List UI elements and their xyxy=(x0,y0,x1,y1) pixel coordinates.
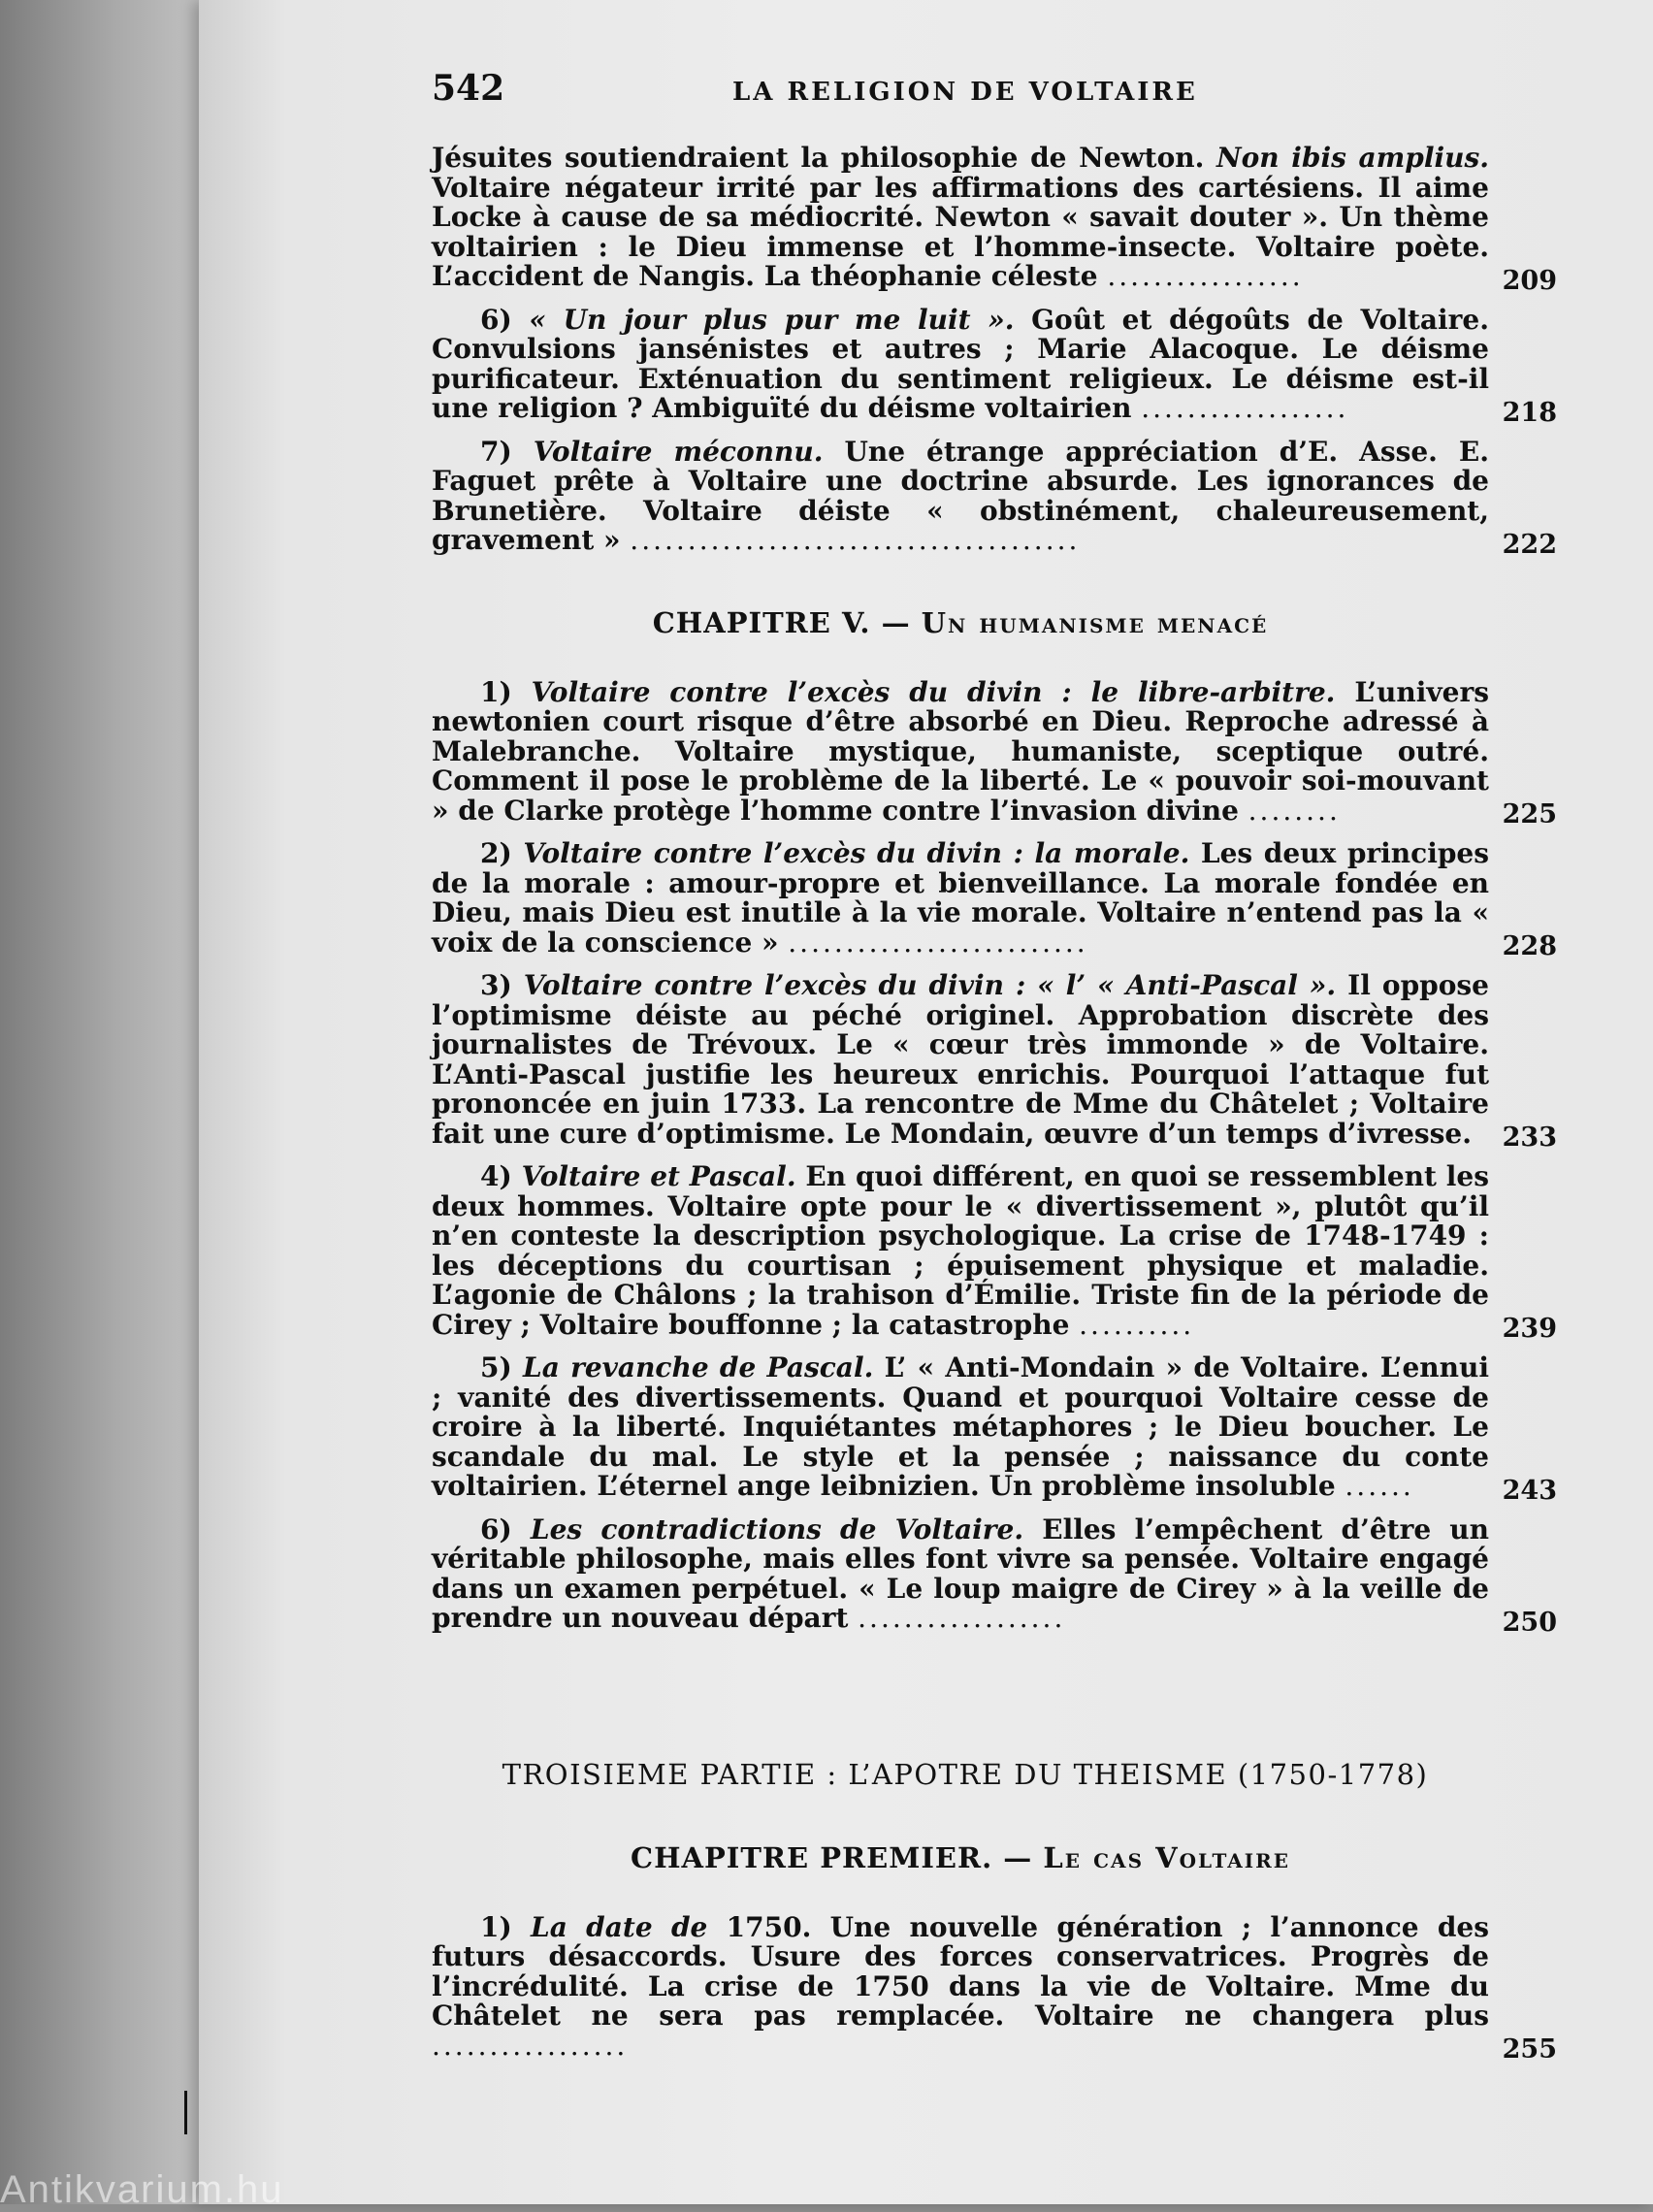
toc-entry xyxy=(432,1513,1557,1638)
entry-page-number: 225 xyxy=(1502,799,1557,830)
entry-page-number: 243 xyxy=(1502,1475,1557,1506)
toc-entry xyxy=(432,435,1557,560)
chapter-heading: CHAPITRE V. — Un humanisme menacé xyxy=(652,605,1269,639)
page-content xyxy=(432,68,1557,2074)
entry-text: 1) La date de 1750. Une nouvelle génération ; l’annonce des futurs désaccords. Usure des forces conservatrices. Progrès de l’incrédulité. La crise de 1750 dans la vie de Voltaire. Mme du Châtelet ne sera pas remplacée. Voltaire ne changera plus ................. xyxy=(432,1910,1490,2062)
entry-page-number: 233 xyxy=(1502,1122,1557,1153)
entry-text: Jésuites soutiendraient la philosophie de Newton. Non ibis amplius. Voltaire négateur irrité par les affirmations des cartésiens. Il aime Locke à cause de sa médiocrité. Newton « savait douter ». Un thème voltairien : le Dieu immense et l’homme-insecte. Voltaire poète. L’accident de Nangis. La théophanie céleste ................. xyxy=(432,142,1489,292)
entry-text: 1) Voltaire contre l’excès du divin : le libre-arbitre. L’univers newtonien court risque d’être absorbé en Dieu. Reproche adressé à Malebranche. Voltaire mystique, humaniste, sceptique outré. Comment il pose le problème de la liberté. Le « pouvoir soi-mouvant » de Clarke protège l’homme contre l’invasion divine ........ xyxy=(432,675,1489,827)
entry-text: 7) Voltaire méconnu. Une étrange appréciation d’E. Asse. E. Faguet prête à Voltaire une doctrine absurde. Les ignorances de Brunetière. Voltaire déiste « obstinément, chaleureusement, gravement » ....................................... xyxy=(432,435,1490,556)
entry-page-number: 255 xyxy=(1502,2034,1557,2065)
toc-entry xyxy=(432,1351,1557,1506)
entry-page-number: 209 xyxy=(1502,265,1557,296)
toc-entry xyxy=(432,1160,1557,1344)
toc-entry xyxy=(432,969,1557,1153)
background-surface xyxy=(0,0,209,2204)
running-head xyxy=(432,68,1557,126)
entry-text: 4) Voltaire et Pascal. En quoi différent, en quoi se ressemblent les deux hommes. Voltaire opte pour le « divertissement », plutôt qu’il n’en conteste la description psychologique. La crise de 1748-1749 : les déceptions du courtisan ; épuisement physique et maladie. L’agonie de Châlons ; la trahison d’Émilie. Triste fin de la période de Cirey ; Voltaire bouffonne ; la catastrophe .......... xyxy=(432,1160,1490,1341)
entry-page-number: 250 xyxy=(1502,1607,1557,1638)
entry-text: 2) Voltaire contre l’excès du divin : la morale. Les deux principes de la morale : amour-propre et bienveillance. La morale fondée en Dieu, mais Dieu est inutile à la vie morale. Voltaire n’entend pas la « voix de la conscience » .......................... xyxy=(432,837,1490,959)
toc-entry xyxy=(432,142,1557,296)
running-title: LA RELIGION DE VOLTAIRE xyxy=(732,78,1198,107)
entry-text: 5) La revanche de Pascal. L’ « Anti-Mondain » de Voltaire. L’ennui ; vanité des divertissements. Quand et pourquoi Voltaire cesse de croire à la liberté. Inquiétantes métaphores ; le Dieu boucher. Le scandale du mal. Le style et la pensée ; naissance du conte voltairien. L’éternel ange leibnizien. Un problème insoluble ...... xyxy=(432,1351,1490,1502)
toc-entry xyxy=(432,303,1557,428)
page-number: 542 xyxy=(432,68,505,109)
part-heading: TROISIEME PARTIE : L’APOTRE DU THEISME (1750-1778) xyxy=(502,1757,1429,1791)
toc-entry xyxy=(432,675,1557,830)
entry-page-number: 239 xyxy=(1502,1314,1557,1344)
margin-mark xyxy=(184,2091,187,2134)
entry-page-number: 222 xyxy=(1502,529,1557,560)
toc-entry xyxy=(432,1910,1557,2065)
chapter-heading: CHAPITRE PREMIER. — Le cas Voltaire xyxy=(630,1840,1290,1874)
toc-entry xyxy=(432,837,1557,961)
entry-page-number: 218 xyxy=(1502,397,1557,428)
watermark: Antikvarium.hu xyxy=(0,2168,284,2211)
entry-text: 3) Voltaire contre l’excès du divin : « l’ « Anti-Pascal ». Il oppose l’optimisme déiste au péché originel. Approbation discrète des journalistes de Trévoux. Le « cœur très immonde » de Voltaire. L’Anti-Pascal justifie les heureux enrichis. Pourquoi l’attaque fut prononcée en juin 1733. La rencontre de Mme du Châtelet ; Voltaire fait une cure d’optimisme. Le Mondain, œuvre d’un temps d’ivresse. xyxy=(432,969,1489,1150)
entry-text: 6) Les contradictions de Voltaire. Elles l’empêchent d’être un véritable philosophe, mais elles font vivre sa pensée. Voltaire engagé dans un examen perpétuel. « Le loup maigre de Cirey » à la veille de prendre un nouveau départ .................. xyxy=(432,1513,1490,1634)
entry-text: 6) « Un jour plus pur me luit ». Goût et dégoûts de Voltaire. Convulsions jansénistes et autres ; Marie Alacoque. Le déisme purificateur. Exténuation du sentiment religieux. Le déisme est-il une religion ? Ambiguïté du déisme voltairien .................. xyxy=(432,303,1489,424)
entry-page-number: 228 xyxy=(1502,931,1557,961)
